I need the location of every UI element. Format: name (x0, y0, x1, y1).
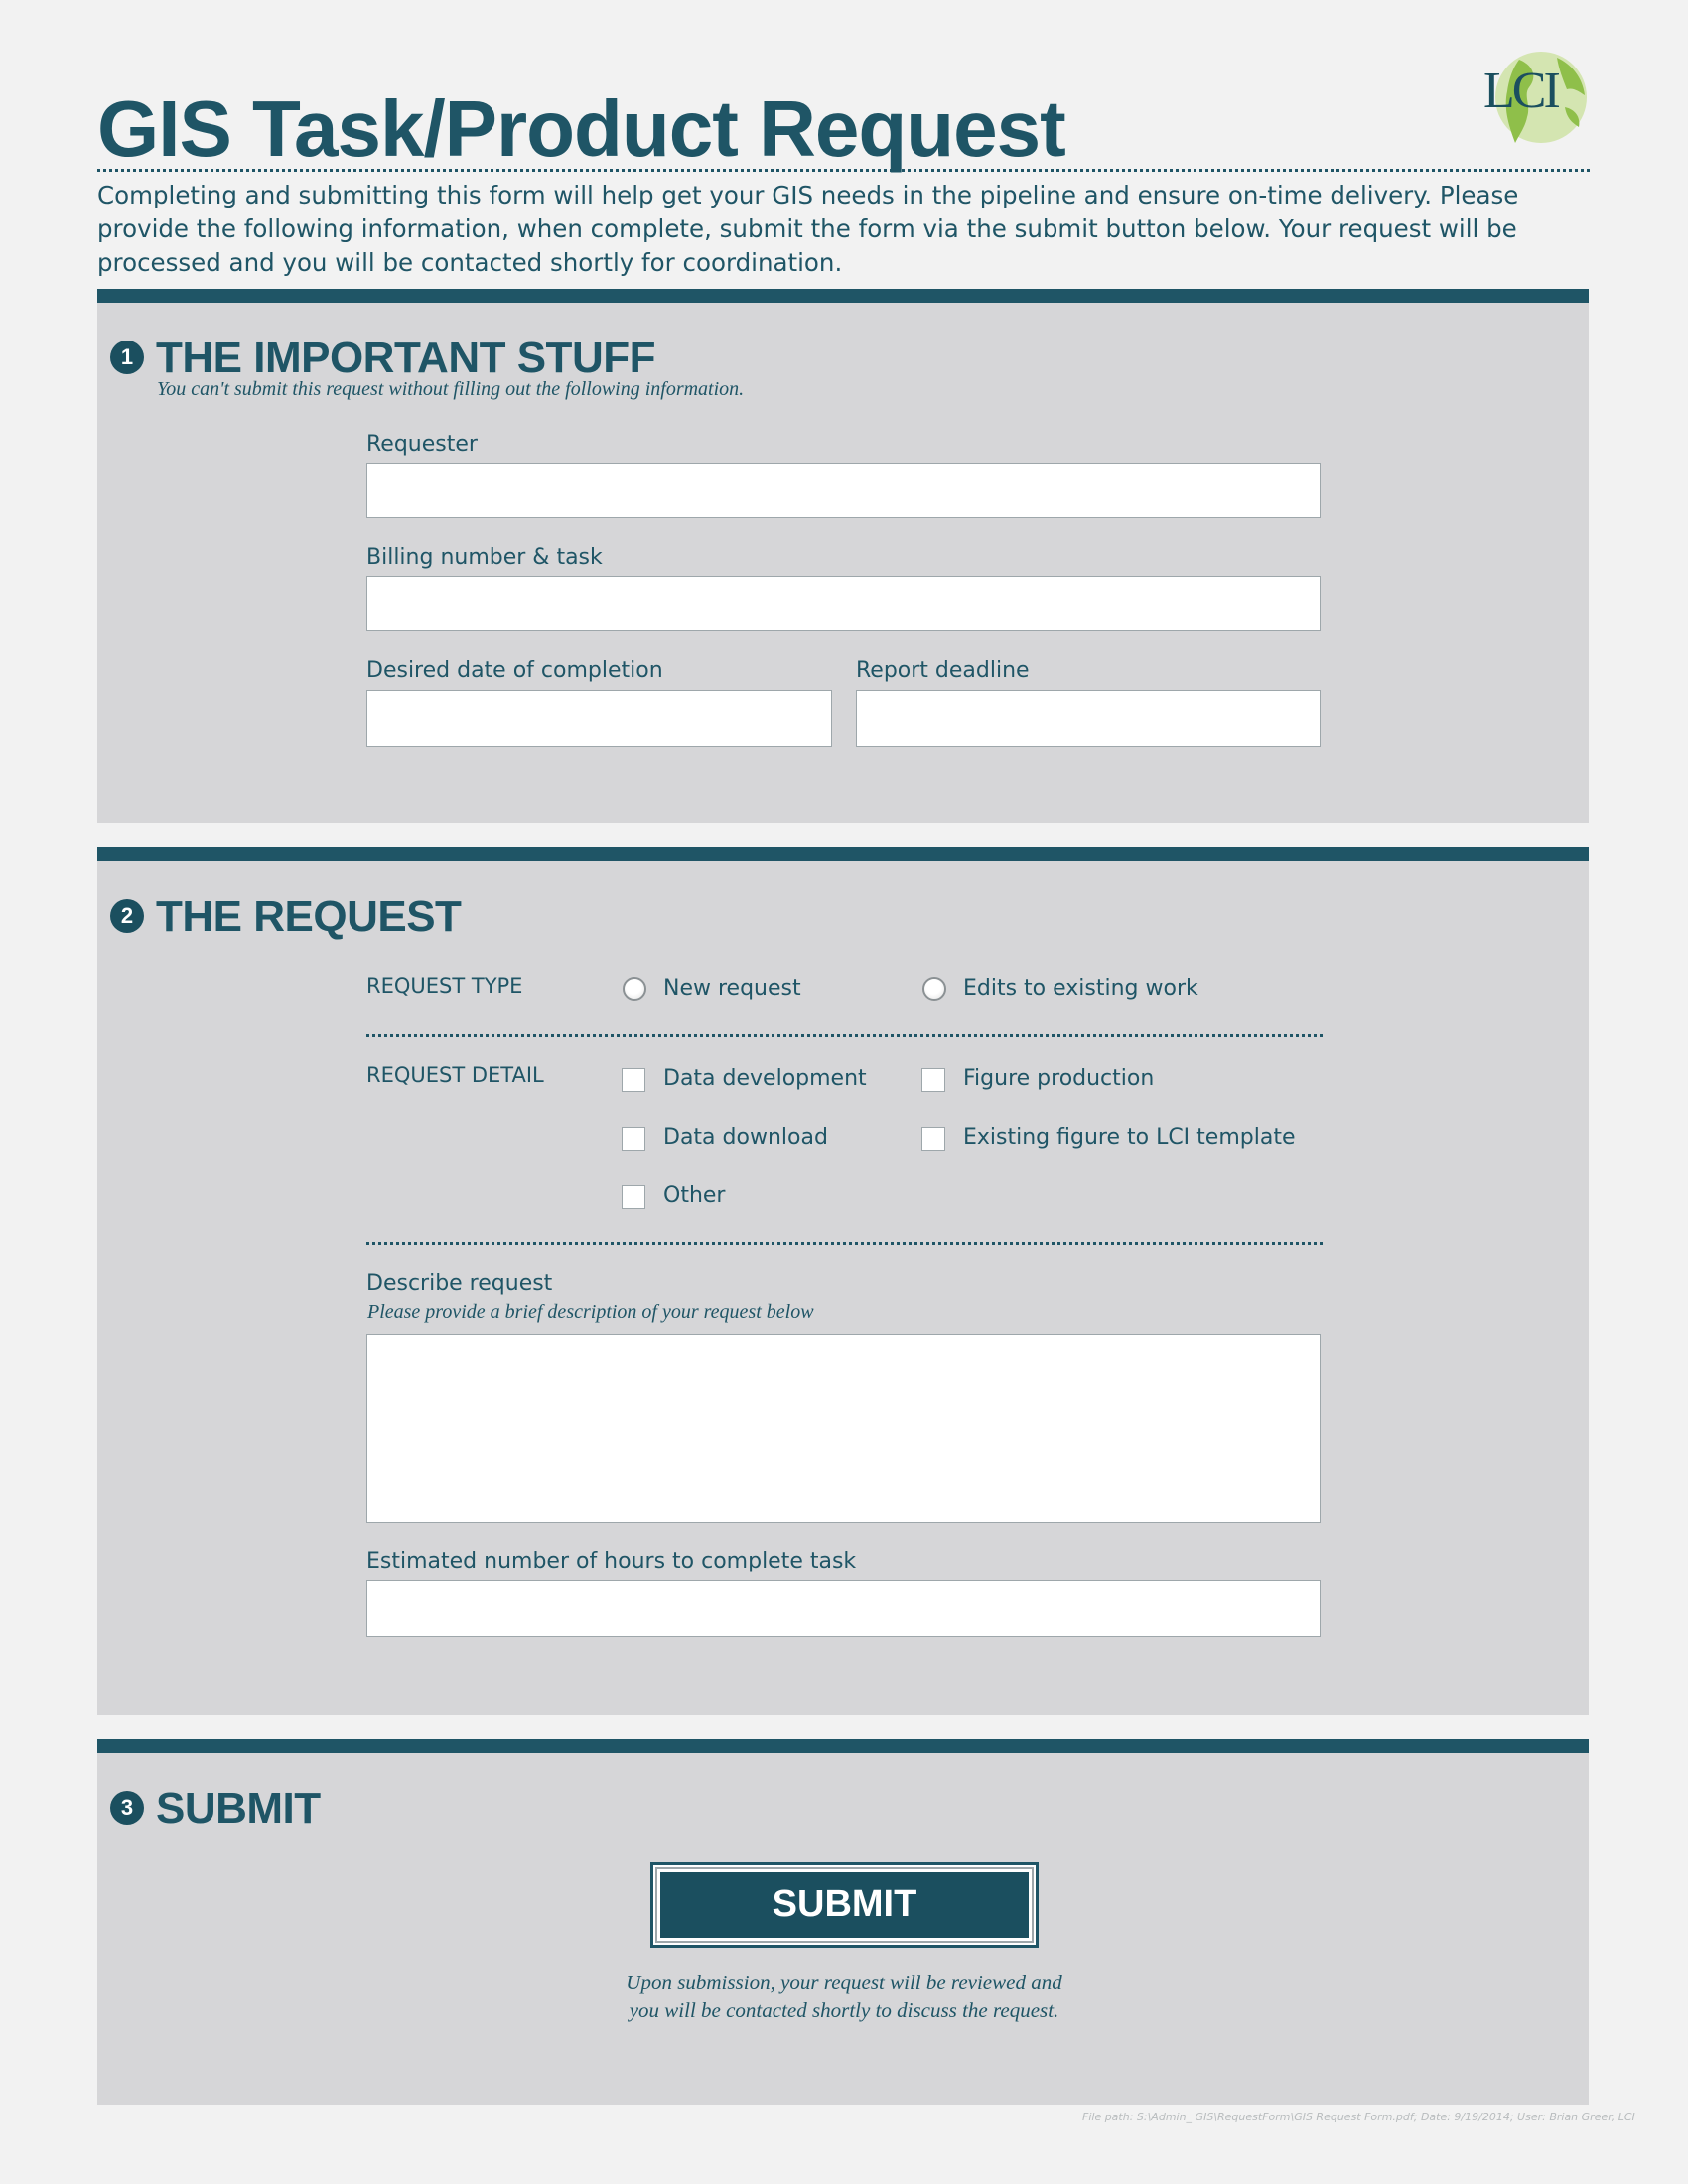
section-bar (97, 1739, 1589, 1753)
request-type-label: REQUEST TYPE (366, 974, 523, 998)
submission-note-line: you will be contacted shortly to discuss the request. (629, 1998, 1059, 2022)
submission-note (546, 1969, 1142, 2024)
radio-label: Edits to existing work (963, 976, 1198, 1001)
requester-field[interactable] (366, 463, 1321, 518)
section-subtitle: You can't submit this request without filling out the following information. (157, 378, 745, 400)
completion-date-field[interactable] (366, 690, 832, 747)
describe-request-hint: Please provide a brief description of your request below (367, 1301, 814, 1323)
checkbox-existing-figure-template[interactable] (921, 1127, 945, 1151)
report-deadline-field[interactable] (856, 690, 1321, 747)
section-title: SUBMIT (156, 1784, 321, 1833)
title-divider (97, 169, 1590, 172)
checkbox-data-download[interactable] (622, 1127, 645, 1151)
radio-edits-existing[interactable] (922, 977, 946, 1001)
page-title: GIS Task/Product Request (97, 84, 1065, 173)
hours-field[interactable] (366, 1580, 1321, 1637)
section-bar (97, 847, 1589, 861)
describe-request-field[interactable] (366, 1334, 1321, 1523)
divider (366, 1242, 1323, 1245)
hours-label: Estimated number of hours to complete task (366, 1549, 857, 1573)
section-bar (97, 289, 1589, 303)
section-number-badge: 3 (110, 1791, 144, 1825)
submit-button[interactable] (650, 1862, 1039, 1948)
requester-label: Requester (366, 432, 478, 457)
radio-label: New request (663, 976, 801, 1001)
divider (366, 1034, 1323, 1037)
submission-note-line: Upon submission, your request will be reviewed and (626, 1971, 1062, 1994)
checkbox-figure-production[interactable] (921, 1068, 945, 1092)
checkbox-data-development[interactable] (622, 1068, 645, 1092)
checkbox-label: Existing figure to LCI template (963, 1125, 1296, 1150)
company-logo (1479, 48, 1594, 147)
request-detail-label: REQUEST DETAIL (366, 1063, 544, 1087)
logo-text: LCI (1483, 63, 1558, 119)
billing-label: Billing number & task (366, 545, 603, 570)
checkbox-label: Figure production (963, 1066, 1155, 1091)
checkbox-label: Other (663, 1183, 726, 1208)
radio-new-request[interactable] (623, 977, 646, 1001)
billing-field[interactable] (366, 576, 1321, 631)
describe-request-label: Describe request (366, 1271, 553, 1296)
submit-button-label[interactable]: SUBMIT (660, 1872, 1029, 1938)
intro-text: Completing and submitting this form will help get your GIS needs in the pipeline and ensure on-time delivery. Please provide the following information, when complete, submit the form via the submit button below. Your request will be processed and you will be contacted shortly for coordination. (97, 181, 1519, 277)
file-path-footer: File path: S:\Admin_ GIS\RequestForm\GIS Request Form.pdf; Date: 9/19/2014; User: Brian Greer, LCI (1082, 2111, 1635, 2123)
checkbox-other[interactable] (622, 1185, 645, 1209)
section-title: THE IMPORTANT STUFF (156, 334, 655, 382)
checkbox-label: Data download (663, 1125, 828, 1150)
section-number-badge: 2 (110, 899, 144, 933)
section-number-badge: 1 (110, 341, 144, 374)
checkbox-label: Data development (663, 1066, 867, 1091)
section-title: THE REQUEST (156, 892, 462, 941)
completion-date-label: Desired date of completion (366, 658, 663, 683)
report-deadline-label: Report deadline (856, 658, 1030, 683)
